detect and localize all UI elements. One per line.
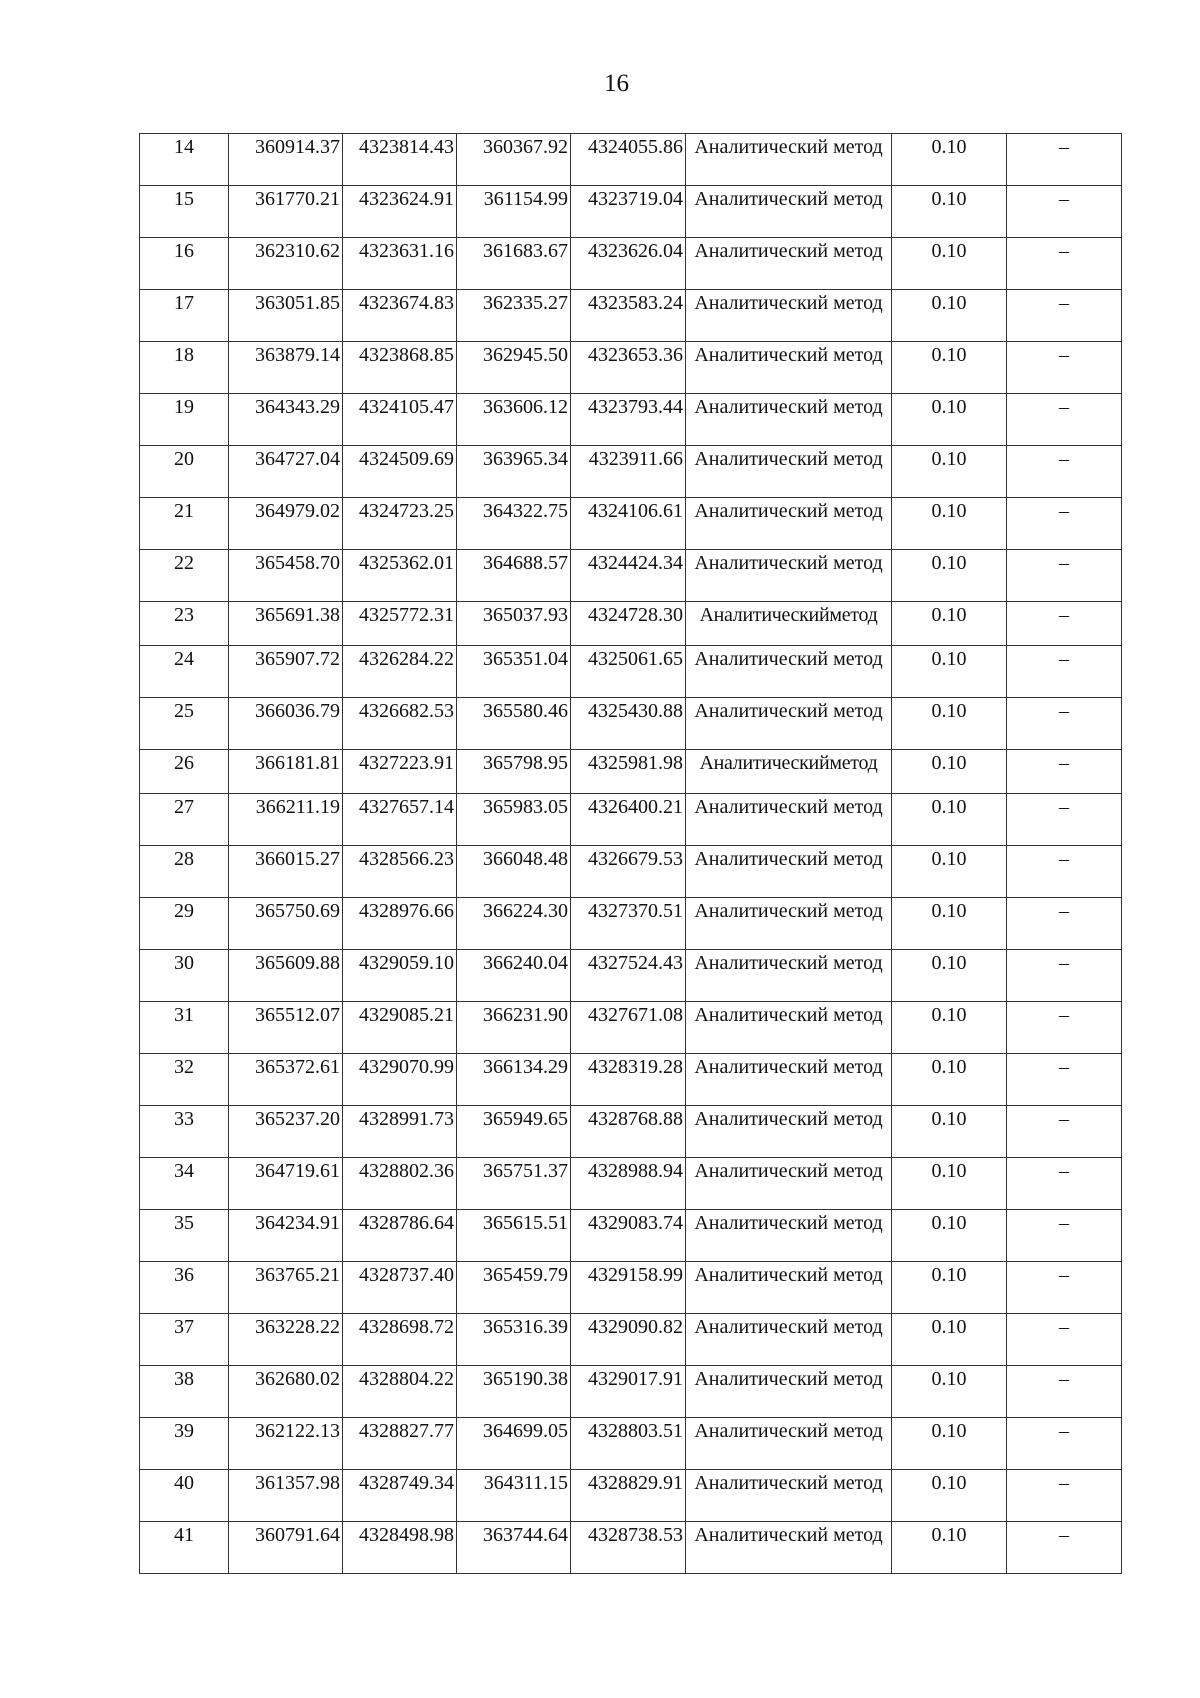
y1-cell: 4328566.23 <box>343 846 457 898</box>
y2-cell: 4323583.24 <box>571 290 686 342</box>
table-row <box>140 1522 1122 1574</box>
note-cell: – <box>1007 446 1122 498</box>
note-cell: – <box>1007 898 1122 950</box>
x1-cell: 361770.21 <box>229 186 343 238</box>
x2-cell: 363744.64 <box>457 1522 571 1574</box>
precision-cell: 0.10 <box>892 186 1007 238</box>
y1-cell: 4324723.25 <box>343 498 457 550</box>
precision-cell: 0.10 <box>892 290 1007 342</box>
note-cell: – <box>1007 750 1122 794</box>
x1-cell: 364979.02 <box>229 498 343 550</box>
precision-cell: 0.10 <box>892 134 1007 186</box>
x1-cell: 363879.14 <box>229 342 343 394</box>
y2-cell: 4329017.91 <box>571 1366 686 1418</box>
y2-cell: 4328768.88 <box>571 1106 686 1158</box>
method-cell: Аналитический метод <box>686 134 892 186</box>
method-cell: Аналитический метод <box>686 290 892 342</box>
point-number-cell: 16 <box>140 238 229 290</box>
x2-cell: 364688.57 <box>457 550 571 602</box>
note-cell: – <box>1007 950 1122 1002</box>
y1-cell: 4329070.99 <box>343 1054 457 1106</box>
precision-cell: 0.10 <box>892 1262 1007 1314</box>
y1-cell: 4323814.43 <box>343 134 457 186</box>
y1-cell: 4323631.16 <box>343 238 457 290</box>
point-number-cell: 15 <box>140 186 229 238</box>
table-row <box>140 950 1122 1002</box>
method-cell: Аналитический метод <box>686 446 892 498</box>
x1-cell: 366036.79 <box>229 698 343 750</box>
point-number-cell: 26 <box>140 750 229 794</box>
table-row <box>140 602 1122 646</box>
precision-cell: 0.10 <box>892 1522 1007 1574</box>
y1-cell: 4323674.83 <box>343 290 457 342</box>
x2-cell: 364322.75 <box>457 498 571 550</box>
method-cell: Аналитический метод <box>686 1054 892 1106</box>
y2-cell: 4323719.04 <box>571 186 686 238</box>
x2-cell: 366224.30 <box>457 898 571 950</box>
table-row <box>140 1158 1122 1210</box>
table-row <box>140 898 1122 950</box>
note-cell: – <box>1007 342 1122 394</box>
y1-cell: 4329085.21 <box>343 1002 457 1054</box>
table-row <box>140 134 1122 186</box>
method-cell: Аналитический метод <box>686 1366 892 1418</box>
point-number-cell: 14 <box>140 134 229 186</box>
method-cell: Аналитический метод <box>686 1522 892 1574</box>
note-cell: – <box>1007 1522 1122 1574</box>
note-cell: – <box>1007 1106 1122 1158</box>
precision-cell: 0.10 <box>892 550 1007 602</box>
table-row <box>140 446 1122 498</box>
y1-cell: 4324105.47 <box>343 394 457 446</box>
y2-cell: 4327524.43 <box>571 950 686 1002</box>
method-cell: Аналитический метод <box>686 1262 892 1314</box>
y1-cell: 4323624.91 <box>343 186 457 238</box>
point-number-cell: 29 <box>140 898 229 950</box>
y1-cell: 4328802.36 <box>343 1158 457 1210</box>
table-row <box>140 646 1122 698</box>
precision-cell: 0.10 <box>892 1210 1007 1262</box>
x1-cell: 365750.69 <box>229 898 343 950</box>
method-cell: Аналитический метод <box>686 846 892 898</box>
point-number-cell: 21 <box>140 498 229 550</box>
x2-cell: 365983.05 <box>457 794 571 846</box>
y2-cell: 4325430.88 <box>571 698 686 750</box>
x2-cell: 361683.67 <box>457 238 571 290</box>
note-cell: – <box>1007 238 1122 290</box>
point-number-cell: 31 <box>140 1002 229 1054</box>
method-cell: Аналитический метод <box>686 1418 892 1470</box>
x1-cell: 363765.21 <box>229 1262 343 1314</box>
method-cell: Аналитический метод <box>686 1158 892 1210</box>
y1-cell: 4325772.31 <box>343 602 457 646</box>
precision-cell: 0.10 <box>892 342 1007 394</box>
precision-cell: 0.10 <box>892 394 1007 446</box>
precision-cell: 0.10 <box>892 446 1007 498</box>
point-number-cell: 36 <box>140 1262 229 1314</box>
y2-cell: 4328988.94 <box>571 1158 686 1210</box>
y2-cell: 4328829.91 <box>571 1470 686 1522</box>
point-number-cell: 40 <box>140 1470 229 1522</box>
x2-cell: 362945.50 <box>457 342 571 394</box>
y2-cell: 4323653.36 <box>571 342 686 394</box>
point-number-cell: 34 <box>140 1158 229 1210</box>
table-row <box>140 1366 1122 1418</box>
note-cell: – <box>1007 498 1122 550</box>
point-number-cell: 38 <box>140 1366 229 1418</box>
y2-cell: 4323793.44 <box>571 394 686 446</box>
table-row <box>140 1002 1122 1054</box>
method-cell: Аналитический метод <box>686 794 892 846</box>
y2-cell: 4324424.34 <box>571 550 686 602</box>
method-cell: Аналитическийметод <box>686 602 892 646</box>
note-cell: – <box>1007 1314 1122 1366</box>
y1-cell: 4326682.53 <box>343 698 457 750</box>
method-cell: Аналитическийметод <box>686 750 892 794</box>
x1-cell: 366211.19 <box>229 794 343 846</box>
y2-cell: 4329158.99 <box>571 1262 686 1314</box>
method-cell: Аналитический метод <box>686 394 892 446</box>
x1-cell: 362310.62 <box>229 238 343 290</box>
method-cell: Аналитический метод <box>686 1106 892 1158</box>
x2-cell: 366240.04 <box>457 950 571 1002</box>
note-cell: – <box>1007 602 1122 646</box>
point-number-cell: 32 <box>140 1054 229 1106</box>
x1-cell: 362122.13 <box>229 1418 343 1470</box>
table-row <box>140 750 1122 794</box>
x1-cell: 365237.20 <box>229 1106 343 1158</box>
x2-cell: 365580.46 <box>457 698 571 750</box>
note-cell: – <box>1007 1262 1122 1314</box>
y2-cell: 4324106.61 <box>571 498 686 550</box>
y1-cell: 4328827.77 <box>343 1418 457 1470</box>
x1-cell: 365512.07 <box>229 1002 343 1054</box>
x2-cell: 365351.04 <box>457 646 571 698</box>
x1-cell: 365907.72 <box>229 646 343 698</box>
method-cell: Аналитический метод <box>686 550 892 602</box>
method-cell: Аналитический метод <box>686 898 892 950</box>
note-cell: – <box>1007 646 1122 698</box>
y2-cell: 4323911.66 <box>571 446 686 498</box>
precision-cell: 0.10 <box>892 646 1007 698</box>
x2-cell: 365798.95 <box>457 750 571 794</box>
y1-cell: 4329059.10 <box>343 950 457 1002</box>
precision-cell: 0.10 <box>892 1002 1007 1054</box>
note-cell: – <box>1007 1470 1122 1522</box>
point-number-cell: 24 <box>140 646 229 698</box>
table-row <box>140 342 1122 394</box>
coordinates-table <box>139 133 1122 1574</box>
x1-cell: 365691.38 <box>229 602 343 646</box>
precision-cell: 0.10 <box>892 1158 1007 1210</box>
x2-cell: 364699.05 <box>457 1418 571 1470</box>
x2-cell: 363965.34 <box>457 446 571 498</box>
point-number-cell: 33 <box>140 1106 229 1158</box>
x1-cell: 366015.27 <box>229 846 343 898</box>
point-number-cell: 18 <box>140 342 229 394</box>
x1-cell: 360914.37 <box>229 134 343 186</box>
x2-cell: 362335.27 <box>457 290 571 342</box>
note-cell: – <box>1007 1158 1122 1210</box>
point-number-cell: 39 <box>140 1418 229 1470</box>
x2-cell: 366231.90 <box>457 1002 571 1054</box>
x1-cell: 366181.81 <box>229 750 343 794</box>
y2-cell: 4325061.65 <box>571 646 686 698</box>
method-cell: Аналитический метод <box>686 698 892 750</box>
precision-cell: 0.10 <box>892 1366 1007 1418</box>
note-cell: – <box>1007 1366 1122 1418</box>
x1-cell: 364234.91 <box>229 1210 343 1262</box>
y1-cell: 4325362.01 <box>343 550 457 602</box>
precision-cell: 0.10 <box>892 238 1007 290</box>
table-row <box>140 550 1122 602</box>
x2-cell: 365459.79 <box>457 1262 571 1314</box>
method-cell: Аналитический метод <box>686 950 892 1002</box>
note-cell: – <box>1007 134 1122 186</box>
method-cell: Аналитический метод <box>686 186 892 238</box>
precision-cell: 0.10 <box>892 602 1007 646</box>
point-number-cell: 30 <box>140 950 229 1002</box>
x2-cell: 360367.92 <box>457 134 571 186</box>
page-number: 16 <box>604 70 629 97</box>
table-row <box>140 238 1122 290</box>
table-row <box>140 290 1122 342</box>
precision-cell: 0.10 <box>892 794 1007 846</box>
x1-cell: 363051.85 <box>229 290 343 342</box>
table-row <box>140 698 1122 750</box>
table-row <box>140 846 1122 898</box>
y2-cell: 4327370.51 <box>571 898 686 950</box>
method-cell: Аналитический метод <box>686 498 892 550</box>
table-row <box>140 1106 1122 1158</box>
y1-cell: 4328737.40 <box>343 1262 457 1314</box>
point-number-cell: 17 <box>140 290 229 342</box>
point-number-cell: 23 <box>140 602 229 646</box>
y2-cell: 4329083.74 <box>571 1210 686 1262</box>
x1-cell: 361357.98 <box>229 1470 343 1522</box>
y1-cell: 4326284.22 <box>343 646 457 698</box>
point-number-cell: 25 <box>140 698 229 750</box>
note-cell: – <box>1007 794 1122 846</box>
x2-cell: 364311.15 <box>457 1470 571 1522</box>
x2-cell: 361154.99 <box>457 186 571 238</box>
x1-cell: 365372.61 <box>229 1054 343 1106</box>
x1-cell: 365609.88 <box>229 950 343 1002</box>
y1-cell: 4327657.14 <box>343 794 457 846</box>
point-number-cell: 35 <box>140 1210 229 1262</box>
y2-cell: 4327671.08 <box>571 1002 686 1054</box>
note-cell: – <box>1007 290 1122 342</box>
x2-cell: 365751.37 <box>457 1158 571 1210</box>
note-cell: – <box>1007 394 1122 446</box>
y2-cell: 4328738.53 <box>571 1522 686 1574</box>
point-number-cell: 22 <box>140 550 229 602</box>
y1-cell: 4323868.85 <box>343 342 457 394</box>
x1-cell: 364343.29 <box>229 394 343 446</box>
precision-cell: 0.10 <box>892 698 1007 750</box>
y2-cell: 4328803.51 <box>571 1418 686 1470</box>
y2-cell: 4328319.28 <box>571 1054 686 1106</box>
x1-cell: 362680.02 <box>229 1366 343 1418</box>
method-cell: Аналитический метод <box>686 238 892 290</box>
y1-cell: 4327223.91 <box>343 750 457 794</box>
method-cell: Аналитический метод <box>686 342 892 394</box>
method-cell: Аналитический метод <box>686 1470 892 1522</box>
method-cell: Аналитический метод <box>686 1002 892 1054</box>
note-cell: – <box>1007 846 1122 898</box>
precision-cell: 0.10 <box>892 1418 1007 1470</box>
note-cell: – <box>1007 698 1122 750</box>
x1-cell: 360791.64 <box>229 1522 343 1574</box>
table-row <box>140 1262 1122 1314</box>
table-row <box>140 1418 1122 1470</box>
table-row <box>140 1314 1122 1366</box>
point-number-cell: 28 <box>140 846 229 898</box>
method-cell: Аналитический метод <box>686 1314 892 1366</box>
precision-cell: 0.10 <box>892 846 1007 898</box>
y2-cell: 4324728.30 <box>571 602 686 646</box>
precision-cell: 0.10 <box>892 1106 1007 1158</box>
x1-cell: 364727.04 <box>229 446 343 498</box>
table-row <box>140 1470 1122 1522</box>
precision-cell: 0.10 <box>892 950 1007 1002</box>
y2-cell: 4329090.82 <box>571 1314 686 1366</box>
y2-cell: 4326400.21 <box>571 794 686 846</box>
x1-cell: 364719.61 <box>229 1158 343 1210</box>
y1-cell: 4328786.64 <box>343 1210 457 1262</box>
method-cell: Аналитический метод <box>686 1210 892 1262</box>
y1-cell: 4328698.72 <box>343 1314 457 1366</box>
note-cell: – <box>1007 1210 1122 1262</box>
table-row <box>140 498 1122 550</box>
point-number-cell: 37 <box>140 1314 229 1366</box>
note-cell: – <box>1007 1418 1122 1470</box>
table-row <box>140 794 1122 846</box>
table-row <box>140 394 1122 446</box>
y2-cell: 4323626.04 <box>571 238 686 290</box>
y1-cell: 4328804.22 <box>343 1366 457 1418</box>
y1-cell: 4328498.98 <box>343 1522 457 1574</box>
note-cell: – <box>1007 550 1122 602</box>
precision-cell: 0.10 <box>892 750 1007 794</box>
table-row <box>140 186 1122 238</box>
precision-cell: 0.10 <box>892 898 1007 950</box>
method-cell: Аналитический метод <box>686 646 892 698</box>
precision-cell: 0.10 <box>892 498 1007 550</box>
precision-cell: 0.10 <box>892 1054 1007 1106</box>
x2-cell: 365316.39 <box>457 1314 571 1366</box>
x1-cell: 363228.22 <box>229 1314 343 1366</box>
precision-cell: 0.10 <box>892 1314 1007 1366</box>
note-cell: – <box>1007 186 1122 238</box>
table-row <box>140 1210 1122 1262</box>
y1-cell: 4328976.66 <box>343 898 457 950</box>
x2-cell: 365615.51 <box>457 1210 571 1262</box>
y1-cell: 4324509.69 <box>343 446 457 498</box>
precision-cell: 0.10 <box>892 1470 1007 1522</box>
y1-cell: 4328749.34 <box>343 1470 457 1522</box>
point-number-cell: 41 <box>140 1522 229 1574</box>
point-number-cell: 20 <box>140 446 229 498</box>
y2-cell: 4326679.53 <box>571 846 686 898</box>
note-cell: – <box>1007 1054 1122 1106</box>
y2-cell: 4325981.98 <box>571 750 686 794</box>
x2-cell: 363606.12 <box>457 394 571 446</box>
note-cell: – <box>1007 1002 1122 1054</box>
x2-cell: 366048.48 <box>457 846 571 898</box>
point-number-cell: 19 <box>140 394 229 446</box>
x1-cell: 365458.70 <box>229 550 343 602</box>
point-number-cell: 27 <box>140 794 229 846</box>
x2-cell: 365949.65 <box>457 1106 571 1158</box>
y1-cell: 4328991.73 <box>343 1106 457 1158</box>
x2-cell: 365190.38 <box>457 1366 571 1418</box>
x2-cell: 365037.93 <box>457 602 571 646</box>
table-row <box>140 1054 1122 1106</box>
y2-cell: 4324055.86 <box>571 134 686 186</box>
x2-cell: 366134.29 <box>457 1054 571 1106</box>
